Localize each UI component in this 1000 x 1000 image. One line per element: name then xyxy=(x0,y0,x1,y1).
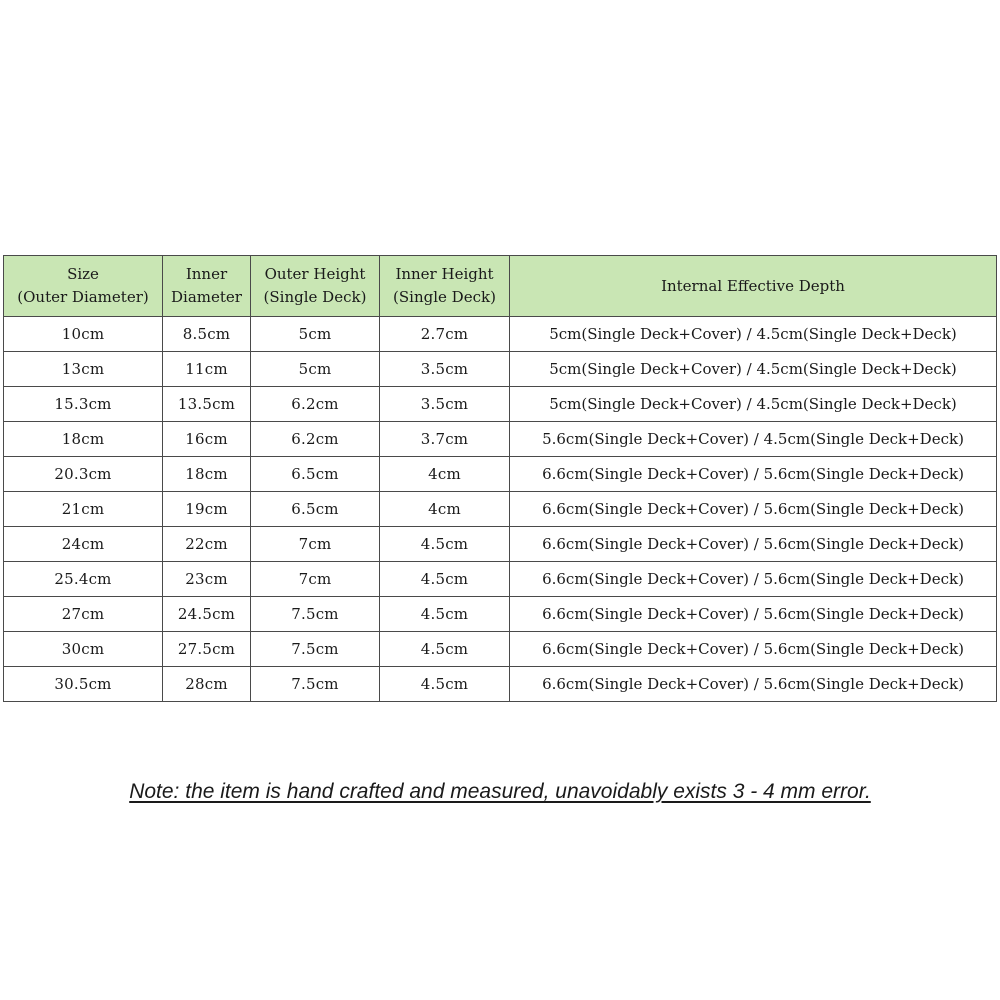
table-row xyxy=(4,597,997,632)
header-inner-diameter-line-2: Diameter xyxy=(171,288,242,306)
cell-size: 15.3cm xyxy=(4,387,163,422)
header-size xyxy=(4,256,163,317)
header-inner-diameter xyxy=(163,256,251,317)
cell-outer-height: 7.5cm xyxy=(251,632,380,667)
table-header xyxy=(4,256,997,317)
cell-inner-diameter: 13.5cm xyxy=(163,387,251,422)
cell-size: 18cm xyxy=(4,422,163,457)
table-row xyxy=(4,352,997,387)
table-row xyxy=(4,492,997,527)
cell-outer-height: 7.5cm xyxy=(251,597,380,632)
cell-outer-height: 7cm xyxy=(251,562,380,597)
header-internal-effective-depth-line-1: Internal Effective Depth xyxy=(661,276,845,295)
cell-inner-height: 3.5cm xyxy=(380,352,510,387)
cell-inner-diameter: 16cm xyxy=(163,422,251,457)
cell-inner-diameter: 19cm xyxy=(163,492,251,527)
table-body xyxy=(4,317,997,702)
cell-effective-depth: 6.6cm(Single Deck+Cover) / 5.6cm(Single Deck+Deck) xyxy=(510,527,997,562)
cell-outer-height: 7cm xyxy=(251,527,380,562)
header-inner-height-line-1: Inner Height xyxy=(395,265,494,283)
table-row xyxy=(4,667,997,702)
cell-outer-height: 5cm xyxy=(251,317,380,352)
cell-effective-depth: 6.6cm(Single Deck+Cover) / 5.6cm(Single Deck+Deck) xyxy=(510,562,997,597)
table-row xyxy=(4,422,997,457)
header-size-line-2: (Outer Diameter) xyxy=(17,288,149,306)
cell-outer-height: 6.2cm xyxy=(251,422,380,457)
cell-inner-diameter: 24.5cm xyxy=(163,597,251,632)
header-internal-effective-depth xyxy=(510,256,997,317)
cell-inner-height: 3.5cm xyxy=(380,387,510,422)
table-row xyxy=(4,457,997,492)
header-size-line-1: Size xyxy=(67,265,99,283)
table-row xyxy=(4,562,997,597)
cell-effective-depth: 6.6cm(Single Deck+Cover) / 5.6cm(Single Deck+Deck) xyxy=(510,667,997,702)
cell-inner-diameter: 28cm xyxy=(163,667,251,702)
cell-size: 25.4cm xyxy=(4,562,163,597)
cell-inner-height: 4.5cm xyxy=(380,632,510,667)
cell-effective-depth: 5cm(Single Deck+Cover) / 4.5cm(Single Deck+Deck) xyxy=(510,317,997,352)
table-row xyxy=(4,527,997,562)
cell-inner-height: 3.7cm xyxy=(380,422,510,457)
cell-effective-depth: 6.6cm(Single Deck+Cover) / 5.6cm(Single Deck+Deck) xyxy=(510,457,997,492)
cell-outer-height: 6.5cm xyxy=(251,492,380,527)
cell-inner-diameter: 23cm xyxy=(163,562,251,597)
cell-inner-height: 4.5cm xyxy=(380,527,510,562)
cell-size: 30cm xyxy=(4,632,163,667)
cell-effective-depth: 6.6cm(Single Deck+Cover) / 5.6cm(Single Deck+Deck) xyxy=(510,492,997,527)
cell-inner-diameter: 11cm xyxy=(163,352,251,387)
cell-size: 20.3cm xyxy=(4,457,163,492)
header-row xyxy=(4,256,997,317)
cell-size: 30.5cm xyxy=(4,667,163,702)
cell-effective-depth: 5cm(Single Deck+Cover) / 4.5cm(Single Deck+Deck) xyxy=(510,352,997,387)
table-row xyxy=(4,317,997,352)
header-inner-height xyxy=(380,256,510,317)
cell-inner-height: 2.7cm xyxy=(380,317,510,352)
cell-inner-height: 4cm xyxy=(380,492,510,527)
cell-inner-diameter: 27.5cm xyxy=(163,632,251,667)
cell-inner-height: 4.5cm xyxy=(380,667,510,702)
cell-outer-height: 7.5cm xyxy=(251,667,380,702)
table-row xyxy=(4,632,997,667)
cell-inner-height: 4.5cm xyxy=(380,597,510,632)
cell-outer-height: 5cm xyxy=(251,352,380,387)
cell-size: 27cm xyxy=(4,597,163,632)
cell-inner-height: 4.5cm xyxy=(380,562,510,597)
cell-inner-diameter: 8.5cm xyxy=(163,317,251,352)
header-inner-height-line-2: (Single Deck) xyxy=(393,288,496,306)
cell-inner-height: 4cm xyxy=(380,457,510,492)
cell-effective-depth: 5cm(Single Deck+Cover) / 4.5cm(Single Deck+Deck) xyxy=(510,387,997,422)
cell-size: 13cm xyxy=(4,352,163,387)
header-outer-height-line-2: (Single Deck) xyxy=(263,288,367,306)
cell-inner-diameter: 22cm xyxy=(163,527,251,562)
cell-effective-depth: 6.6cm(Single Deck+Cover) / 5.6cm(Single Deck+Deck) xyxy=(510,597,997,632)
measurement-note xyxy=(0,780,1000,804)
header-outer-height xyxy=(251,256,380,317)
size-table xyxy=(3,255,997,702)
cell-size: 24cm xyxy=(4,527,163,562)
measurement-note-text: Note: the item is hand crafted and measured, unavoidably exists 3 - 4 mm error. xyxy=(129,780,871,803)
cell-effective-depth: 6.6cm(Single Deck+Cover) / 5.6cm(Single Deck+Deck) xyxy=(510,632,997,667)
cell-outer-height: 6.5cm xyxy=(251,457,380,492)
cell-size: 10cm xyxy=(4,317,163,352)
cell-outer-height: 6.2cm xyxy=(251,387,380,422)
header-outer-height-line-1: Outer Height xyxy=(264,265,366,283)
cell-inner-diameter: 18cm xyxy=(163,457,251,492)
cell-size: 21cm xyxy=(4,492,163,527)
table-row xyxy=(4,387,997,422)
cell-effective-depth: 5.6cm(Single Deck+Cover) / 4.5cm(Single Deck+Deck) xyxy=(510,422,997,457)
header-inner-diameter-line-1: Inner xyxy=(185,265,228,283)
